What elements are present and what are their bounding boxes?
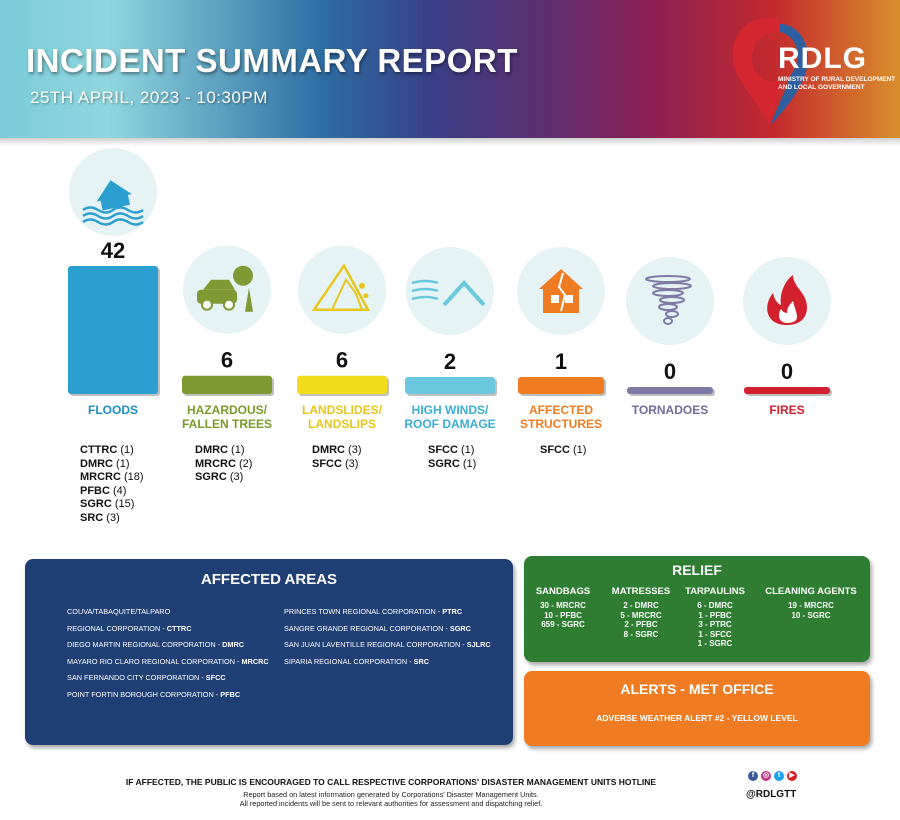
breakdown-item bbox=[428, 444, 476, 458]
logo-subtitle: AND LOCAL GOVERNMENT bbox=[778, 84, 865, 91]
area-code: PFBC bbox=[220, 689, 241, 699]
area-name: DIEGO MARTIN REGIONAL CORPORATION - bbox=[67, 640, 223, 650]
breakdown-item bbox=[312, 458, 362, 472]
corporation-code: DMRC bbox=[195, 444, 228, 456]
bar bbox=[627, 387, 713, 394]
affected-area-item bbox=[67, 657, 269, 674]
bar-value-label: 42 bbox=[100, 238, 126, 263]
affected-areas-left-column bbox=[67, 607, 269, 707]
bar bbox=[518, 377, 604, 394]
breakdown-item bbox=[80, 485, 144, 499]
relief-column bbox=[756, 586, 866, 620]
relief-column bbox=[606, 586, 676, 639]
relief-title: RELIEF bbox=[672, 562, 722, 578]
bar bbox=[405, 377, 495, 394]
area-name: SIPARIA REGIONAL CORPORATION - bbox=[284, 656, 414, 666]
incident-count: (3) bbox=[345, 444, 362, 456]
relief-item: 10 - PFBC bbox=[544, 610, 582, 620]
affected-area-item bbox=[284, 607, 491, 624]
damaged-house-icon bbox=[517, 247, 605, 335]
breakdown-list bbox=[540, 444, 586, 458]
relief-item: 1 - PFBC bbox=[698, 610, 732, 620]
footer-note: Report based on latest information generated by Corporations' Disaster Management Units. bbox=[243, 790, 539, 799]
bar bbox=[744, 387, 830, 394]
logo-subtitle: MINISTRY OF RURAL DEVELOPMENT bbox=[778, 76, 896, 83]
category-label: TORNADOES bbox=[631, 403, 709, 417]
area-code: CTTRC bbox=[166, 623, 192, 633]
area-name: POINT FORTIN BOROUGH CORPORATION - bbox=[67, 689, 221, 699]
twitter-icon[interactable]: t bbox=[774, 771, 784, 781]
affected-area-item bbox=[67, 624, 269, 641]
breakdown-item bbox=[540, 444, 586, 458]
facebook-icon[interactable]: f bbox=[748, 771, 758, 781]
corporation-code: MRCRC bbox=[195, 457, 236, 470]
relief-item: 30 - MRCRC bbox=[540, 601, 586, 610]
breakdown-list bbox=[80, 444, 144, 526]
corporation-code: SFCC bbox=[540, 444, 570, 456]
corporation-code: SGRC bbox=[80, 498, 112, 511]
breakdown-item bbox=[80, 458, 144, 472]
incident-count: (3) bbox=[341, 457, 359, 470]
area-name: SANGRE GRANDE REGIONAL CORPORATION - bbox=[284, 623, 450, 633]
area-code: SRC bbox=[413, 656, 430, 666]
bar-value-label: 0 bbox=[780, 359, 794, 384]
breakdown-list bbox=[312, 444, 362, 471]
area-name: MAYARO RIO CLARO REGIONAL CORPORATION - bbox=[67, 656, 242, 666]
fire-icon bbox=[743, 257, 831, 345]
incident-count: (4) bbox=[109, 484, 127, 497]
report-title: INCIDENT SUMMARY REPORT bbox=[26, 42, 518, 79]
alerts-panel bbox=[524, 671, 870, 746]
youtube-icon[interactable]: ▶ bbox=[787, 771, 797, 781]
relief-column-header: TARPAULINS bbox=[685, 586, 745, 597]
category-label: FALLEN TREES bbox=[181, 417, 273, 431]
breakdown-item bbox=[195, 444, 252, 458]
corporation-code: CTTRC bbox=[80, 444, 118, 456]
affected-area-item bbox=[284, 640, 491, 657]
bar-value-label: 1 bbox=[554, 349, 568, 374]
incident-count: (1) bbox=[459, 457, 477, 470]
fallen-tree-car-icon bbox=[183, 246, 271, 334]
high-wind-roof-icon bbox=[406, 247, 494, 335]
affected-areas-panel bbox=[25, 559, 513, 745]
incident-count: (3) bbox=[103, 511, 120, 524]
breakdown-item bbox=[80, 498, 144, 512]
tornado-icon bbox=[626, 257, 714, 345]
bar-value-label: 6 bbox=[335, 347, 349, 373]
incident-count: (1) bbox=[457, 444, 475, 456]
flood-house-icon bbox=[69, 148, 157, 236]
affected-area-item bbox=[67, 640, 269, 657]
category-label: AFFECTED bbox=[529, 403, 593, 417]
instagram-icon[interactable]: ◎ bbox=[762, 772, 770, 779]
breakdown-item bbox=[80, 512, 144, 526]
breakdown-item bbox=[80, 444, 144, 458]
alert-message: ADVERSE WEATHER ALERT #2 - YELLOW LEVEL bbox=[596, 713, 798, 723]
corporation-code: SFCC bbox=[428, 444, 458, 456]
corporation-code: SFCC bbox=[312, 457, 342, 470]
rdlg-logo bbox=[728, 10, 898, 130]
relief-column-header: CLEANING AGENTS bbox=[765, 586, 857, 597]
bar bbox=[68, 266, 158, 394]
affected-areas-right-column bbox=[284, 607, 491, 673]
breakdown-item bbox=[195, 471, 252, 485]
affected-area-item bbox=[67, 690, 269, 707]
area-name: PRINCES TOWN REGIONAL CORPORATION - bbox=[284, 607, 443, 616]
relief-panel bbox=[524, 556, 870, 662]
footer-note: All reported incidents will be sent to relevant authorities for assessment and dispatching relief. bbox=[239, 799, 543, 808]
breakdown-item bbox=[80, 471, 144, 485]
relief-column-header: SANDBAGS bbox=[535, 586, 591, 597]
category-label: HIGH WINDS/ bbox=[411, 403, 489, 417]
area-code: SJLRC bbox=[466, 640, 491, 650]
relief-item: 5 - MRCRC bbox=[620, 610, 662, 620]
corporation-code: MRCRC bbox=[80, 471, 121, 484]
relief-item: 2 - DMRC bbox=[623, 601, 659, 610]
incident-count: (1) bbox=[228, 444, 245, 456]
bar bbox=[182, 376, 272, 394]
relief-item: 2 - PFBC bbox=[624, 620, 658, 629]
incident-count: (1) bbox=[569, 444, 587, 456]
corporation-code: PFBC bbox=[80, 484, 110, 497]
area-code: PTRC bbox=[442, 607, 463, 616]
area-name: COUVA/TABAQUITE/TALPARO bbox=[67, 607, 171, 616]
breakdown-item bbox=[195, 458, 252, 472]
breakdown-item bbox=[312, 444, 362, 458]
relief-item: 6 - DMRC bbox=[697, 601, 733, 610]
corporation-code: DMRC bbox=[80, 457, 113, 470]
social-links bbox=[748, 771, 797, 781]
affected-areas-title: AFFECTED AREAS bbox=[200, 571, 338, 588]
bar-value-label: 0 bbox=[663, 359, 677, 384]
area-name: REGIONAL CORPORATION - bbox=[67, 623, 167, 633]
footer-notice: IF AFFECTED, THE PUBLIC IS ENCOURAGED TO CALL RESPECTIVE CORPORATIONS' DISASTER MANAGEMENT UNITS HOTLINE bbox=[125, 777, 657, 787]
incident-count: (1) bbox=[117, 444, 134, 456]
incident-count: (15) bbox=[111, 498, 135, 511]
relief-item: 659 - SGRC bbox=[541, 620, 585, 629]
landslide-icon bbox=[298, 246, 386, 334]
relief-item: 1 - SFCC bbox=[698, 629, 732, 639]
category-label: FIRES bbox=[769, 403, 805, 417]
bar-value-label: 2 bbox=[443, 349, 457, 374]
category-label: HAZARDOUS/ bbox=[187, 403, 267, 417]
affected-area-item bbox=[67, 607, 269, 624]
report-date: 25TH APRIL, 2023 - 10:30PM bbox=[30, 88, 268, 107]
incident-count: (3) bbox=[226, 471, 244, 484]
corporation-code: SRC bbox=[80, 511, 104, 524]
affected-area-item bbox=[67, 673, 269, 690]
category-label: LANDSLIDES/ bbox=[301, 403, 383, 417]
corporation-code: SGRC bbox=[428, 457, 460, 470]
bar bbox=[297, 376, 387, 394]
category-label: STRUCTURES bbox=[519, 417, 603, 431]
breakdown-item bbox=[428, 458, 476, 472]
area-name: SAN JUAN LAVENTILLE REGIONAL CORPORATION - bbox=[284, 640, 467, 650]
incident-count: (18) bbox=[120, 471, 144, 484]
breakdown-list bbox=[195, 444, 252, 485]
corporation-code: DMRC bbox=[312, 444, 345, 456]
area-code: MRCRC bbox=[241, 656, 269, 666]
area-code: SFCC bbox=[205, 673, 226, 683]
relief-item: 19 - MRCRC bbox=[788, 601, 834, 610]
relief-column bbox=[680, 586, 750, 649]
relief-item: 10 - SGRC bbox=[791, 610, 831, 620]
relief-item: 3 - PTRC bbox=[698, 620, 732, 629]
social-handle[interactable]: @RDLGTT bbox=[746, 789, 797, 800]
category-label: LANDSLIPS bbox=[307, 417, 377, 431]
affected-area-item bbox=[284, 624, 491, 641]
corporation-code: SGRC bbox=[195, 471, 227, 484]
area-name: SAN FERNANDO CITY CORPORATION - bbox=[67, 673, 206, 683]
logo-text: RDLG bbox=[778, 42, 867, 75]
category-label: ROOF DAMAGE bbox=[404, 417, 496, 431]
affected-area-item bbox=[284, 657, 491, 674]
relief-item: 8 - SGRC bbox=[623, 629, 659, 639]
bar-value-label: 6 bbox=[220, 347, 234, 373]
category-label: FLOODS bbox=[88, 403, 138, 417]
breakdown-list bbox=[428, 444, 476, 471]
relief-column bbox=[528, 586, 598, 630]
area-code: DMRC bbox=[222, 640, 245, 650]
relief-column-header: MATRESSES bbox=[611, 586, 671, 597]
incident-count: (1) bbox=[113, 457, 130, 470]
alerts-title: ALERTS - MET OFFICE bbox=[620, 681, 774, 697]
relief-item: 1 - SGRC bbox=[697, 639, 733, 648]
area-code: SGRC bbox=[449, 623, 471, 633]
incident-count: (2) bbox=[235, 457, 253, 470]
